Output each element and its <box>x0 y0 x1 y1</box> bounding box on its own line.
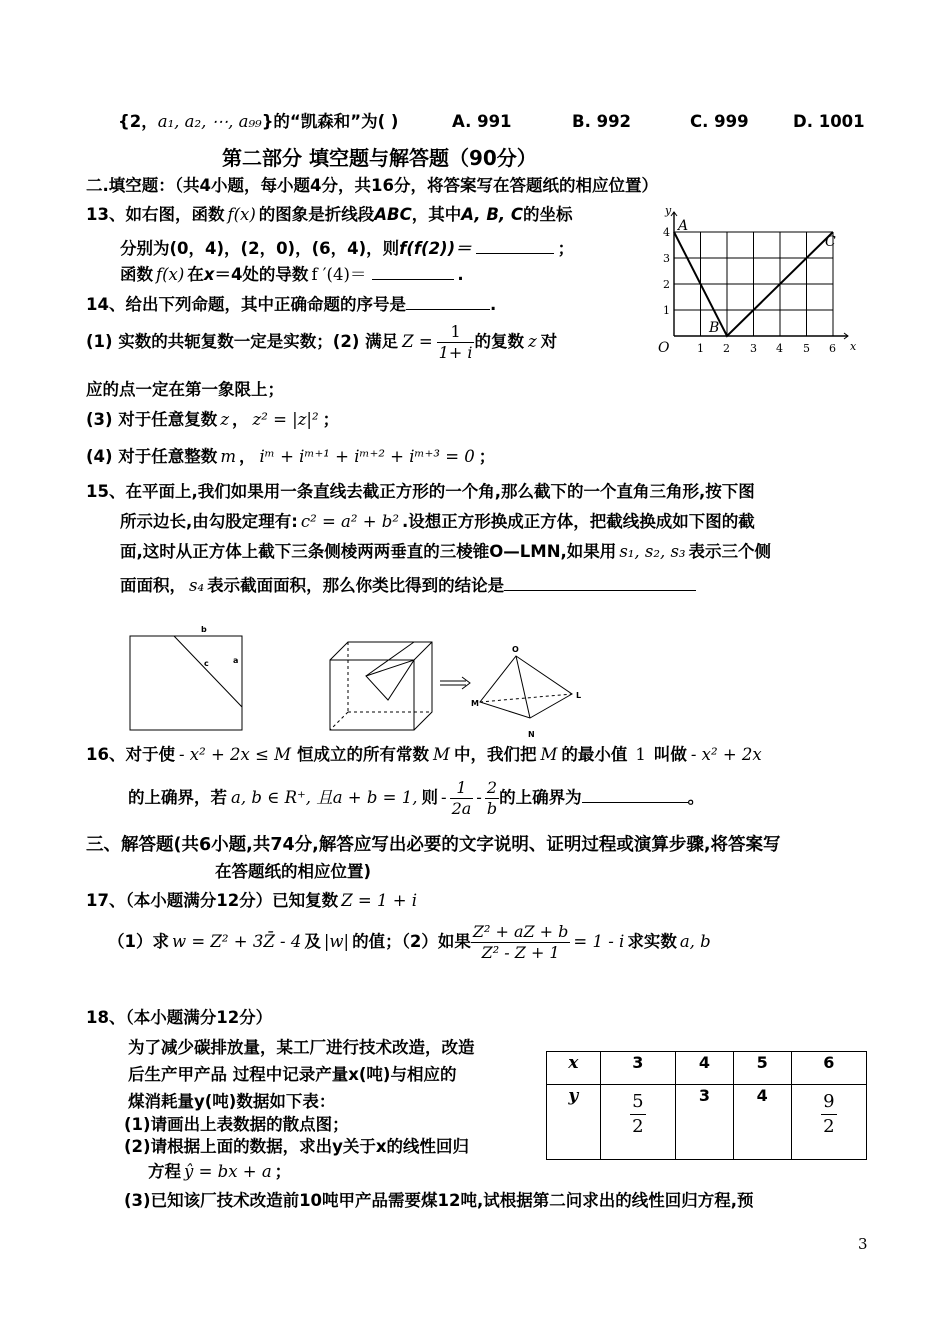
q15-text: .设想正方形换成正方体，把截线换成如下图的截 <box>402 512 755 531</box>
graph-y-tick: 1 <box>663 304 670 317</box>
fig15-label-m: M <box>471 699 479 708</box>
q17-text: 17、（本小题满分12分）已知复数 <box>86 891 339 910</box>
q13-text: 的图象是折线段 <box>258 205 375 224</box>
q18-line5: (2)请根据上面的数据，求出y关于x的线性回归 <box>124 1137 469 1156</box>
graph-x-tick: 4 <box>776 342 783 355</box>
fig15-label-a: a <box>233 656 239 665</box>
q17-parts <box>108 918 714 966</box>
q14-fraction <box>437 322 475 363</box>
q18-stem: 18、（本小题满分12分） <box>86 1008 273 1027</box>
q15-line1: 15、在平面上,我们如果用一条直线去截正方形的一个角,那么截下的一个直角三角形,按下图 <box>86 482 755 501</box>
q17-z: Z = 1 + i <box>341 891 418 910</box>
q16-text: 16、对于使 <box>86 745 175 764</box>
q16-expression: - x² + 2x <box>690 745 762 764</box>
q15-text: 表示截面面积，那么你类比得到的结论是 <box>207 576 505 595</box>
q15-text: 所示边长,由勾股定理有: <box>120 512 298 531</box>
q18-line4: (1)请画出上表数据的散点图； <box>124 1115 349 1134</box>
q17-fraction <box>471 922 571 963</box>
q14-text: 14、给出下列命题，其中正确命题的序号是 <box>86 295 406 314</box>
q16-minus: - <box>476 788 482 807</box>
q16-text: 中，我们把 <box>453 745 537 764</box>
section3-line2: 在答题纸的相应位置) <box>215 862 372 881</box>
q16-line1 <box>86 742 766 768</box>
q17-stem <box>86 890 420 912</box>
q16-text: 叫做 <box>653 745 687 764</box>
q16-m: M <box>433 745 450 764</box>
q12-option-d: D. 1001 <box>793 112 865 131</box>
q13-derivative: f ′(4)＝ <box>311 265 367 284</box>
q15-answer-blank[interactable] <box>504 573 696 591</box>
q17-frac-num: Z² + aZ + b <box>472 922 569 941</box>
q14-text: ， <box>232 410 249 429</box>
q16-text: 恒成立的所有常数 <box>297 745 430 764</box>
q16-line2 <box>128 773 704 823</box>
q14-text: ； <box>478 447 496 466</box>
q18-line1: 为了减少碳排放量，某工厂进行技术改造，改造 <box>128 1038 475 1057</box>
q13-text: 13、如右图，函数 <box>86 205 225 224</box>
table-row <box>547 1085 867 1160</box>
q14-text: (1) 实数的共轭复数一定是实数；(2) 满足 <box>86 332 399 351</box>
q18-line2: 后生产甲产品 过程中记录产量x(吨)与相应的 <box>128 1065 457 1084</box>
table-cell <box>791 1085 866 1160</box>
q15-pythagoras: c² = a² + b² <box>300 512 399 531</box>
table-row <box>547 1052 867 1085</box>
q13-line3 <box>120 262 464 286</box>
table-fraction <box>630 1090 645 1139</box>
q16-frac-den: 2a <box>451 799 472 818</box>
frac-den: 2 <box>823 1116 835 1137</box>
graph-origin: O <box>658 340 670 356</box>
q16-answer-blank[interactable] <box>582 785 688 803</box>
table-cell: 4 <box>676 1052 734 1085</box>
q14-prop1-cont: 应的点一定在第一象限上； <box>86 380 284 399</box>
q14-frac-num: 1 <box>437 322 475 343</box>
q13-line1 <box>86 204 573 226</box>
table-cell: 6 <box>791 1052 866 1085</box>
q13-text: ，其中 <box>411 205 462 224</box>
fig15-label-c: c <box>204 659 209 668</box>
q18-text: 方程 <box>148 1162 181 1181</box>
q16-m: M <box>540 745 558 764</box>
q13-abc: ABC <box>374 205 412 224</box>
graph-y-tick: 3 <box>663 252 670 265</box>
q18-regression: ŷ = bx + a <box>184 1162 272 1181</box>
q18-data-table <box>546 1051 867 1160</box>
q18-text: ； <box>274 1162 292 1181</box>
q14-text: (4) 对于任意整数 <box>86 447 218 466</box>
q15-line3 <box>120 541 771 563</box>
q14-formula-4: iᵐ + iᵐ⁺¹ + iᵐ⁺² + iᵐ⁺³ = 0 <box>259 447 475 466</box>
q18-line7: (3)已知该厂技术改造前10吨甲产品需要煤12吨,试根据第二问求出的线性回归方程,预 <box>124 1191 754 1210</box>
q16-condition: a, b ∈ R⁺, 且a + b = 1, <box>231 788 418 807</box>
graph-y-tick: 4 <box>663 226 670 239</box>
q17-rhs: = 1 - i <box>573 932 625 951</box>
table-fraction <box>821 1090 836 1139</box>
q17-w: w = Z² + 3Z̄ - 4 <box>171 932 302 951</box>
graph-x-label: x <box>850 340 857 353</box>
q17-abs-w: |w| <box>323 932 350 951</box>
q16-frac-2 <box>485 778 499 819</box>
q12-option-c: C. 999 <box>690 112 749 131</box>
q13-answer-blank-1[interactable] <box>476 236 554 254</box>
q16-text: 则 <box>421 788 438 807</box>
q18-line6 <box>148 1161 291 1183</box>
q14-text: ； <box>322 410 340 429</box>
q14-text: 对 <box>540 332 558 351</box>
section2-header: 二.填空题：（共4小题，每小题4分，共16分，将答案写在答题纸的相应位置） <box>86 176 658 195</box>
q15-text: 表示三个侧 <box>688 542 772 561</box>
q13-graph <box>652 200 857 358</box>
part2-title: 第二部分 填空题与解答题（90分） <box>222 146 537 170</box>
q14-formula-3: z² = |z|² <box>252 410 319 429</box>
q14-frac-den: 1+ i <box>438 343 473 362</box>
q13-text: ； <box>557 239 575 258</box>
q15-line4 <box>120 573 696 597</box>
q14-text: ， <box>238 447 256 466</box>
table-cell: 3 <box>676 1085 734 1160</box>
graph-point-c: C <box>825 234 836 250</box>
q13-text: 的坐标 <box>523 205 573 224</box>
table-cell: 3 <box>600 1052 675 1085</box>
q15-s123: s₁, s₂, s₃ <box>619 542 686 561</box>
q14-z: z <box>220 410 230 429</box>
q13-text: 分别为(0，4)，(2，0)，(6，4)，则 <box>120 239 400 258</box>
table-cell: 5 <box>733 1052 791 1085</box>
q16-inequality: - x² + 2x ≤ M <box>178 745 292 764</box>
q15-line2 <box>120 511 755 533</box>
q16-frac-1 <box>450 778 474 819</box>
q16-text: 。 <box>687 788 705 807</box>
q17-text: 及 <box>304 932 321 951</box>
fig15-label-n: N <box>528 730 535 739</box>
q12-option-a: A. 991 <box>452 112 512 131</box>
q13-fx: f(x) <box>227 205 256 224</box>
q14-m: m <box>220 447 236 466</box>
q17-text: 求实数 <box>627 932 677 951</box>
table-cell <box>600 1085 675 1160</box>
graph-x-tick: 1 <box>697 342 704 355</box>
graph-point-b: B <box>709 320 720 336</box>
q16-text: 的上确界，若 <box>128 788 227 807</box>
page-number: 3 <box>858 1235 868 1253</box>
q16-frac-den: b <box>486 799 498 818</box>
table-x-label: x <box>547 1052 601 1085</box>
table-cell: 4 <box>733 1085 791 1160</box>
q14-z: z <box>527 332 537 351</box>
fig15-label-l: L <box>576 691 582 700</box>
q14-answer-blank[interactable] <box>406 292 490 310</box>
q18-line3: 煤消耗量y(吨)数据如下表： <box>128 1092 336 1111</box>
q12-suffix: }的“凯森和”为( ) <box>261 112 399 131</box>
graph-x-tick: 2 <box>723 342 730 355</box>
q13-line2 <box>120 236 574 260</box>
q13-text: 函数 <box>120 265 153 284</box>
q13-points: A, B, C <box>461 205 524 224</box>
q16-text: 的最小值 <box>561 745 628 764</box>
frac-den: 2 <box>632 1116 644 1137</box>
q13-x: x <box>203 265 215 284</box>
q16-frac-num: 1 <box>450 778 474 799</box>
q12-prefix: {2， <box>118 112 158 131</box>
graph-x-tick: 6 <box>829 342 836 355</box>
q14-prop4 <box>86 446 495 468</box>
q13-ffx: f(f(2))＝ <box>399 239 472 258</box>
q16-minus: - <box>441 788 447 807</box>
graph-point-a: A <box>678 218 689 234</box>
q13-text: ＝4处的导数 <box>214 265 309 284</box>
frac-num: 5 <box>630 1090 645 1115</box>
q13-answer-blank-2[interactable] <box>372 262 454 280</box>
q15-figures <box>122 622 622 740</box>
q13-text: 在 <box>187 265 204 284</box>
q17-ab: a, b <box>679 932 711 951</box>
q15-text: 面,这时从正方体上截下三条侧棱两两垂直的三棱锥O—LMN,如果用 <box>120 542 617 561</box>
q17-text: 的值；（2）如果 <box>352 932 471 951</box>
q13-text: . <box>457 265 464 284</box>
table-y-label: y <box>547 1085 601 1160</box>
q14-text: . <box>489 295 497 314</box>
graph-y-label: y <box>665 204 672 217</box>
q12-option-b: B. 992 <box>572 112 632 131</box>
q15-s4: s₄ <box>189 576 205 595</box>
graph-y-tick: 2 <box>663 278 670 291</box>
frac-num: 9 <box>821 1090 836 1115</box>
q12-sequence: a₁, a₂, ⋯, a₉₉ <box>157 112 262 131</box>
q14-text: (3) 对于任意复数 <box>86 410 218 429</box>
q14-z-eq: Z = <box>402 332 433 351</box>
q14-text: 的复数 <box>474 332 524 351</box>
q14-prop1-line <box>86 320 557 364</box>
graph-x-tick: 3 <box>750 342 757 355</box>
q16-one: 1 <box>635 745 646 764</box>
q17-text: （1）求 <box>108 932 169 951</box>
section3-line1: 三、解答题(共6小题,共74分,解答应写出必要的文字说明、证明过程或演算步骤,将答案写 <box>86 835 781 855</box>
q13-fx: f(x) <box>156 265 185 284</box>
q12-tail-line <box>118 111 398 133</box>
q15-text: 面面积， <box>120 576 186 595</box>
q17-frac-den: Z² - Z + 1 <box>481 943 560 962</box>
q14-prop3 <box>86 409 339 431</box>
fig15-label-b: b <box>201 625 207 634</box>
q16-frac-num: 2 <box>485 778 499 799</box>
graph-x-tick: 5 <box>803 342 810 355</box>
fig15-label-o: O <box>512 645 519 654</box>
q14-stem <box>86 292 496 316</box>
q16-text: 的上确界为 <box>499 788 582 807</box>
